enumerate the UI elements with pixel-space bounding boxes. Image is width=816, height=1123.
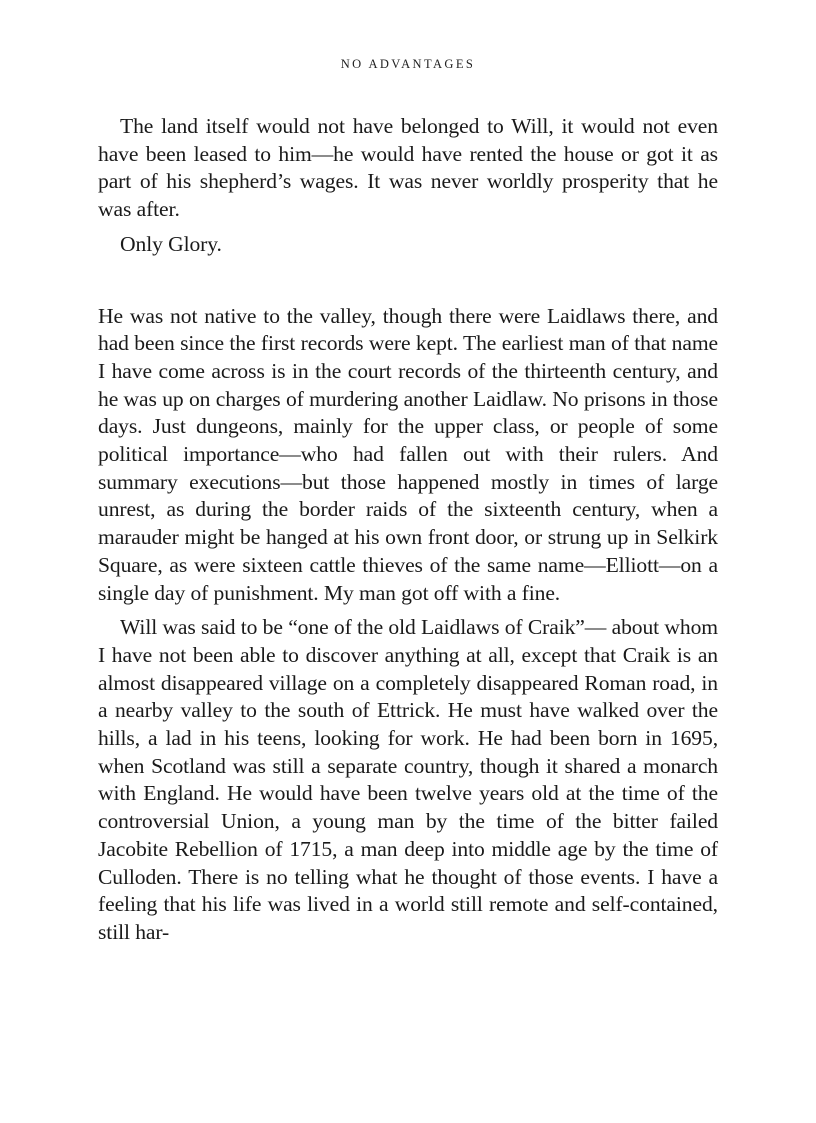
running-head: NO ADVANTAGES: [340, 57, 476, 71]
paragraph-4: Will was said to be “one of the old Laidlaws of Craik”— about whom I have not been able to discover anything at all, except that Craik is an almost disappeared village on a completely disappeared Roman road, in a nearby valley to the south of Ettrick. He must have walked over the hills, a lad in his teens, looking for work. He had been born in 1695, when Scotland was still a separate country, though it shared a monarch with England. He would have been twelve years old at the time of the controversial Union, a young man by the time of the bitter failed Jacobite Rebellion of 1715, a man deep into middle age by the time of Culloden. There is no telling what he thought of those events. I have a feeling that his life was lived in a world still remote and self-contained, still har-: [98, 615, 718, 944]
body-text: [98, 113, 718, 947]
paragraph-1: The land itself would not have belonged to Will, it would not even have been leased to him—he would have rented the house or got it as part of his shepherd’s wages. It was never worldly prosperity that he was after.: [98, 114, 718, 222]
paragraph-3: He was not native to the valley, though there were Laidlaws there, and had been since the first records were kept. The earliest man of that name I have come across is in the court records of the thirteenth century, and he was up on charges of murdering another Laidlaw. No prisons in those days. Just dungeons, mainly for the upper class, or people of some political importance—who had fallen out with their rulers. And summary executions—but those happened mostly in times of large unrest, as during the border raids of the sixteenth century, when a marauder might be hanged at his own front door, or strung up in Selkirk Square, as were sixteen cattle thieves of the same name—Elliott—on a single day of punishment. My man got off with a fine.: [98, 303, 718, 605]
paragraph-2: Only Glory.: [120, 231, 222, 256]
